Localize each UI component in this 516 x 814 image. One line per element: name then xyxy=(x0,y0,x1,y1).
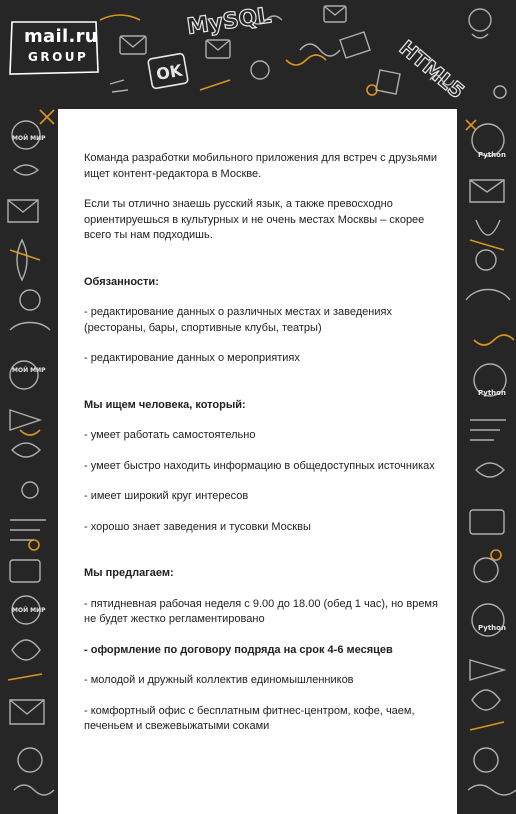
duty-item: - редактирование данных о мероприятиях xyxy=(84,352,300,364)
intro-paragraph-2: Если ты отлично знаешь русский язык, а также превосходно ориентируешься в культурных и не очень местах Москвы – скорее всего ты нам подходишь. xyxy=(84,198,425,241)
html5-doodle-label: HTML5 xyxy=(394,35,470,104)
offer-item: - молодой и дружный коллектив единомышленников xyxy=(84,674,354,686)
mail-ru-group-logo xyxy=(4,16,104,78)
offer-heading: Мы предлагаем: xyxy=(84,567,174,579)
logo-text-mailru: mail.ru xyxy=(24,26,98,47)
python-doodle-label-left: Python xyxy=(478,151,506,159)
duties-heading: Обязанности: xyxy=(84,275,159,288)
vacancy-card xyxy=(58,109,457,814)
requirement-item: - умеет быстро находить информацию в общедоступных источниках xyxy=(84,459,435,472)
moy-mir-doodle-label-2: МОЙ МИР xyxy=(12,367,46,374)
intro-paragraph: Команда разработки мобильного приложения для встреч с друзьями ищет контент-редактора в Москве. xyxy=(84,152,438,180)
python-doodle-label-right: Python xyxy=(478,389,506,397)
offer-item: - комфортный офис с бесплатным фитнес-центром, кофе, чаем, печеньем и свежевыжатыми соками xyxy=(84,704,415,732)
requirement-item: - имеет широкий круг интересов xyxy=(84,490,249,502)
requirement-item: - умеет работать самостоятельно xyxy=(84,429,256,441)
offer-item-contract: - оформление по договору подряда на срок 4-6 месяцев xyxy=(84,643,393,656)
ok-doodle-label: OK xyxy=(154,60,184,84)
offer-item: - пятидневная рабочая неделя с 9.00 до 18.00 (обед 1 час), но время не будет жестко регламентировано xyxy=(84,597,438,625)
moy-mir-doodle-label-3: МОЙ МИР xyxy=(12,607,46,614)
moy-mir-doodle-label-1: МОЙ МИР xyxy=(12,135,46,142)
requirements-heading: Мы ищем человека, который: xyxy=(84,398,246,411)
python-doodle-label-bottom: Python xyxy=(478,624,506,632)
duty-item: - редактирование данных о различных местах и заведениях (рестораны, бары, спортивные клубы, театры) xyxy=(84,306,392,334)
mysql-doodle-label: MySQL xyxy=(185,3,273,40)
logo-text-group: GROUP xyxy=(28,50,89,64)
vacancy-text xyxy=(84,151,439,735)
requirement-item: - хорошо знает заведения и тусовки Москвы xyxy=(84,520,311,533)
